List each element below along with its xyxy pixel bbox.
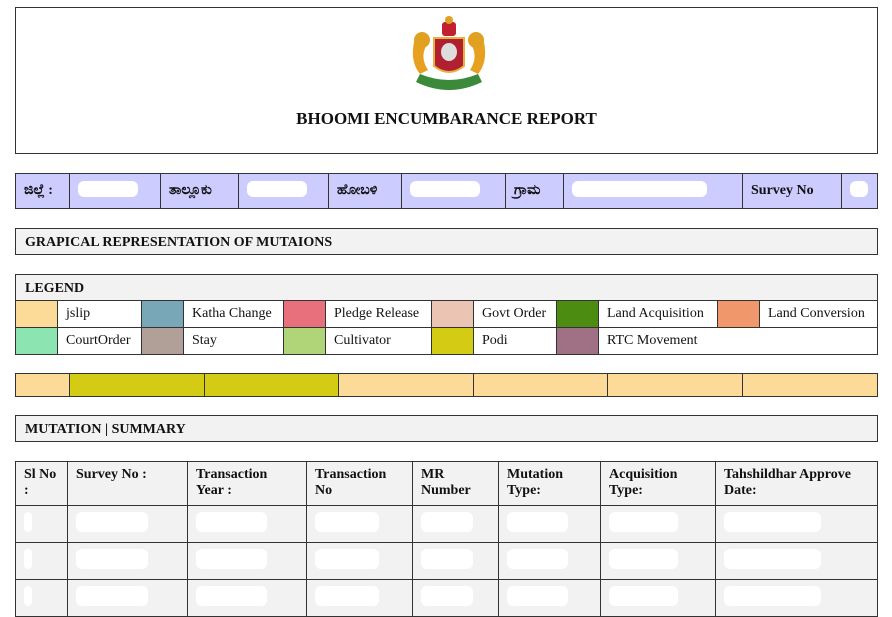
redacted-cell	[413, 543, 499, 580]
redacted-cell	[307, 580, 413, 617]
mutation-bar	[15, 373, 878, 397]
legend-label: RTC Movement	[599, 328, 878, 355]
report-title: BHOOMI ENCUMBARANCE REPORT	[296, 109, 597, 128]
legend-swatch	[142, 301, 184, 328]
legend-swatch	[16, 301, 58, 328]
redacted-cell	[307, 506, 413, 543]
mutation-summary-table	[15, 461, 878, 617]
bar-segment	[70, 374, 205, 397]
survey-label: Survey No	[743, 174, 842, 209]
legend-swatch	[284, 328, 326, 355]
redacted-cell	[68, 506, 188, 543]
district-value	[70, 174, 161, 209]
legend-swatch	[16, 328, 58, 355]
summary-title: MUTATION | SUMMARY	[15, 415, 878, 442]
column-header: Survey No :	[68, 462, 188, 506]
redacted-cell	[716, 543, 878, 580]
hobli-value	[402, 174, 506, 209]
legend-label: Govt Order	[474, 301, 557, 328]
bar-segment	[339, 374, 474, 397]
legend-label: jslip	[58, 301, 142, 328]
legend-swatch	[557, 328, 599, 355]
redacted-cell	[16, 506, 68, 543]
legend-label: Podi	[474, 328, 557, 355]
bar-segment	[205, 374, 339, 397]
legend-label: Stay	[184, 328, 284, 355]
redacted-cell	[716, 580, 878, 617]
legend-swatch	[432, 328, 474, 355]
state-emblem-icon	[406, 12, 492, 92]
legend-label: Pledge Release	[326, 301, 432, 328]
table-row	[16, 506, 878, 543]
legend-label: CourtOrder	[58, 328, 142, 355]
legend-swatch	[718, 301, 760, 328]
village-value	[564, 174, 743, 209]
redacted-cell	[188, 506, 307, 543]
redacted-cell	[16, 580, 68, 617]
redacted-cell	[413, 506, 499, 543]
bar-segment	[474, 374, 608, 397]
redacted-cell	[716, 506, 878, 543]
legend-swatch	[557, 301, 599, 328]
column-header: Acquisition Type:	[601, 462, 716, 506]
redacted-cell	[413, 580, 499, 617]
taluk-value	[239, 174, 329, 209]
column-header: Transaction No	[307, 462, 413, 506]
redacted-cell	[601, 580, 716, 617]
taluk-label: ತಾಲ್ಲೂಕು	[161, 174, 239, 209]
legend-label: Cultivator	[326, 328, 432, 355]
column-header: Tahshildhar Approve Date:	[716, 462, 878, 506]
column-header: MR Number	[413, 462, 499, 506]
hobli-label: ಹೋಬಳಿ	[329, 174, 402, 209]
redacted-cell	[499, 580, 601, 617]
redacted-cell	[601, 543, 716, 580]
redacted-cell	[307, 543, 413, 580]
bar-segment	[608, 374, 743, 397]
legend-swatch	[142, 328, 184, 355]
bar-segment	[16, 374, 70, 397]
redacted-cell	[68, 543, 188, 580]
table-row	[16, 580, 878, 617]
legend-title: LEGEND	[15, 274, 878, 301]
column-header: Mutation Type:	[499, 462, 601, 506]
location-info-table	[15, 173, 878, 209]
legend-swatch	[432, 301, 474, 328]
legend-label: Land Acquisition	[599, 301, 718, 328]
bar-segment	[743, 374, 878, 397]
district-label: ಜಿಲ್ಲೆ :	[16, 174, 70, 209]
table-row	[16, 543, 878, 580]
redacted-cell	[499, 543, 601, 580]
graph-section-title: GRAPICAL REPRESENTATION OF MUTAIONS	[15, 228, 878, 255]
survey-value	[842, 174, 878, 209]
legend-label: Katha Change	[184, 301, 284, 328]
legend-swatch	[284, 301, 326, 328]
redacted-cell	[68, 580, 188, 617]
column-header: Transaction Year :	[188, 462, 307, 506]
legend-label: Land Conversion	[760, 301, 878, 328]
redacted-cell	[16, 543, 68, 580]
redacted-cell	[188, 580, 307, 617]
column-header: Sl No :	[16, 462, 68, 506]
report-header	[15, 7, 878, 154]
redacted-cell	[601, 506, 716, 543]
village-label: ಗ್ರಾಮ	[506, 174, 564, 209]
legend-table	[15, 300, 878, 355]
redacted-cell	[188, 543, 307, 580]
redacted-cell	[499, 506, 601, 543]
